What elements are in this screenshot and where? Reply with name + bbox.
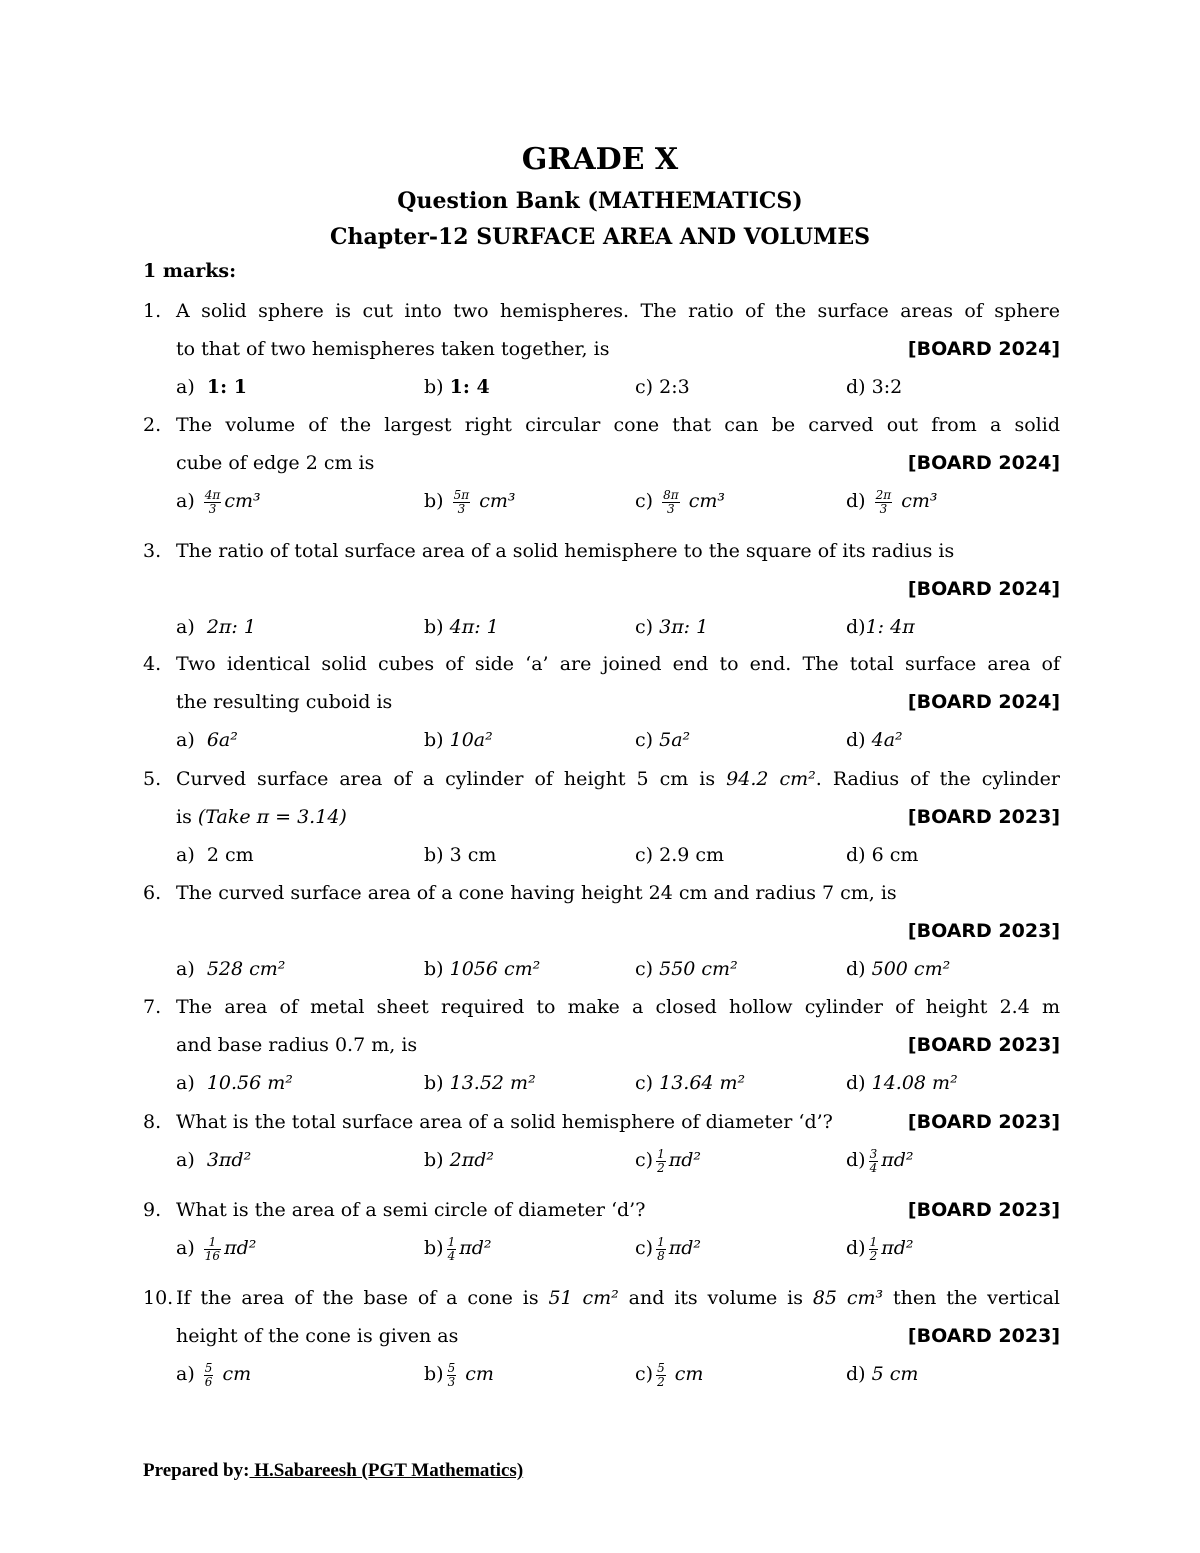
question-number: 5.	[143, 768, 162, 790]
question-text: What is the area of a semi circle of diameter ‘d’?	[176, 1199, 646, 1221]
chapter-heading: Chapter-12 SURFACE AREA AND VOLUMES	[329, 224, 871, 250]
question-text: The area of metal sheet required to make a closed hollow cylinder of height 2.4 m	[176, 996, 1060, 1018]
option-a: a) 10.56 m²	[176, 1072, 293, 1094]
board-tag: [BOARD 2023]	[907, 1034, 1060, 1056]
option-c: c) 13.64 m²	[635, 1072, 746, 1094]
options-row	[143, 1233, 1060, 1283]
option-c: c) 5a²	[635, 729, 691, 751]
option-c: c) $\frac{5}{2}$ cm	[635, 1360, 704, 1389]
option-d: d) 14.08 m²	[846, 1072, 958, 1094]
option-c: c) 2.9 cm	[635, 844, 725, 866]
options-row	[143, 372, 1060, 410]
footer-author: H.Sabareesh (PGT Mathematics)	[249, 1460, 524, 1481]
question-number: 1.	[143, 300, 162, 322]
question-number: 9.	[143, 1199, 162, 1221]
question-text: The ratio of total surface area of a solid hemisphere to the square of its radius is	[176, 540, 955, 562]
option-d: d) $\frac{2\pi}{3}$ cm³	[846, 487, 938, 516]
question-4	[143, 649, 1060, 763]
question-text-continued: the resulting cuboid is	[176, 691, 393, 713]
option-b: b) $\frac{5\pi}{3}$ cm³	[424, 487, 516, 516]
question-number: 4.	[143, 653, 162, 675]
question-text: The curved surface area of a cone having height 24 cm and radius 7 cm, is	[176, 882, 897, 904]
board-tag: [BOARD 2023]	[907, 1111, 1060, 1133]
question-number: 8.	[143, 1111, 162, 1133]
question-number: 10.	[143, 1287, 174, 1309]
options-row	[143, 1068, 1060, 1106]
question-text: Curved surface area of a cylinder of height 5 cm is 94.2 cm². Radius of the cylinder	[176, 768, 1061, 790]
option-c: c) 3π: 1	[635, 616, 709, 638]
option-b: b) 4π: 1	[424, 616, 499, 638]
question-7	[143, 992, 1060, 1106]
options-row	[143, 1359, 1060, 1409]
question-text: A solid sphere is cut into two hemispheres. The ratio of the surface areas of sphere	[176, 300, 1060, 322]
option-d: d) $\frac{1}{2}$ πd²	[846, 1234, 914, 1263]
option-d: d) 4a²	[846, 729, 903, 751]
option-d: d)1: 4π	[846, 616, 915, 638]
footer-credit	[143, 1460, 523, 1482]
option-a: a) 6a²	[176, 729, 238, 751]
question-text: The volume of the largest right circular cone that can be carved out from a solid	[176, 414, 1060, 436]
question-number: 6.	[143, 882, 162, 904]
option-c: c) $\frac{8\pi}{3}$ cm³	[635, 487, 725, 516]
options-row	[143, 840, 1060, 878]
board-tag: [BOARD 2024]	[907, 338, 1060, 360]
option-d: d) $\frac{3}{4}$ πd²	[846, 1146, 914, 1175]
options-row	[143, 725, 1060, 763]
question-text-continued: is (Take π = 3.14)	[176, 806, 347, 828]
option-c: c) 550 cm²	[635, 958, 738, 980]
question-number: 3.	[143, 540, 162, 562]
option-b: b) 3 cm	[424, 844, 497, 866]
question-9	[143, 1195, 1060, 1283]
option-d: d) 500 cm²	[846, 958, 951, 980]
board-tag: [BOARD 2024]	[907, 452, 1060, 474]
option-b: b) 1056 cm²	[424, 958, 541, 980]
question-10	[143, 1283, 1060, 1409]
question-8	[143, 1107, 1060, 1195]
options-row	[143, 486, 1060, 536]
option-d: d) 5 cm	[846, 1363, 919, 1385]
question-text-continued: to that of two hemispheres taken together, is	[176, 338, 610, 360]
options-row	[143, 1145, 1060, 1195]
option-a: a) 528 cm²	[176, 958, 286, 980]
option-c: c) $\frac{1}{2}$ πd²	[635, 1146, 701, 1175]
options-row	[143, 954, 1060, 992]
question-text: If the area of the base of a cone is 51 cm² and its volume is 85 cm³ then the vertical	[176, 1287, 1060, 1309]
question-text: Two identical solid cubes of side ‘a’ are joined end to end. The total surface area of	[176, 653, 1060, 675]
option-a: a) 2π: 1	[176, 616, 256, 638]
option-a: a) $\frac{4\pi}{3}$ cm³	[176, 487, 261, 516]
option-a: a) 3πd²	[176, 1149, 252, 1171]
question-6	[143, 878, 1060, 992]
option-d: d) 3:2	[846, 376, 903, 398]
grade-heading: GRADE X	[521, 142, 679, 177]
board-tag: [BOARD 2023]	[907, 806, 1060, 828]
option-b: b) 13.52 m²	[424, 1072, 536, 1094]
option-b: b) $\frac{5}{3}$ cm	[424, 1360, 494, 1389]
question-number: 2.	[143, 414, 162, 436]
option-b: b) 1: 4	[424, 376, 490, 398]
options-row	[143, 612, 1060, 650]
board-tag: [BOARD 2024]	[907, 578, 1060, 600]
question-3	[143, 536, 1060, 650]
board-tag: [BOARD 2023]	[907, 920, 1060, 942]
board-tag: [BOARD 2023]	[907, 1199, 1060, 1221]
option-d: d) 6 cm	[846, 844, 919, 866]
question-2	[143, 410, 1060, 536]
question-text-continued: and base radius 0.7 m, is	[176, 1034, 418, 1056]
question-text-continued: cube of edge 2 cm is	[176, 452, 375, 474]
option-a: a) $\frac{5}{6}$ cm	[176, 1360, 252, 1389]
subject-heading: Question Bank (MATHEMATICS)	[397, 188, 803, 214]
question-number: 7.	[143, 996, 162, 1018]
question-text: What is the total surface area of a solid hemisphere of diameter ‘d’?	[176, 1111, 833, 1133]
question-text-continued: height of the cone is given as	[176, 1325, 459, 1347]
option-b: b) $\frac{1}{4}$ πd²	[424, 1234, 492, 1263]
board-tag: [BOARD 2024]	[907, 691, 1060, 713]
option-a: a) 2 cm	[176, 844, 254, 866]
option-b: b) 2πd²	[424, 1149, 494, 1171]
option-a: a) 1: 1	[176, 376, 247, 398]
footer-label: Prepared by:	[143, 1460, 250, 1481]
question-5	[143, 764, 1060, 878]
option-c: c) 2:3	[635, 376, 690, 398]
section-label: 1 marks:	[143, 260, 237, 282]
option-b: b) 10a²	[424, 729, 493, 751]
option-c: c) $\frac{1}{8}$ πd²	[635, 1234, 701, 1263]
question-1	[143, 296, 1060, 410]
option-a: a) $\frac{1}{16}$ πd²	[176, 1234, 257, 1263]
board-tag: [BOARD 2023]	[907, 1325, 1060, 1347]
